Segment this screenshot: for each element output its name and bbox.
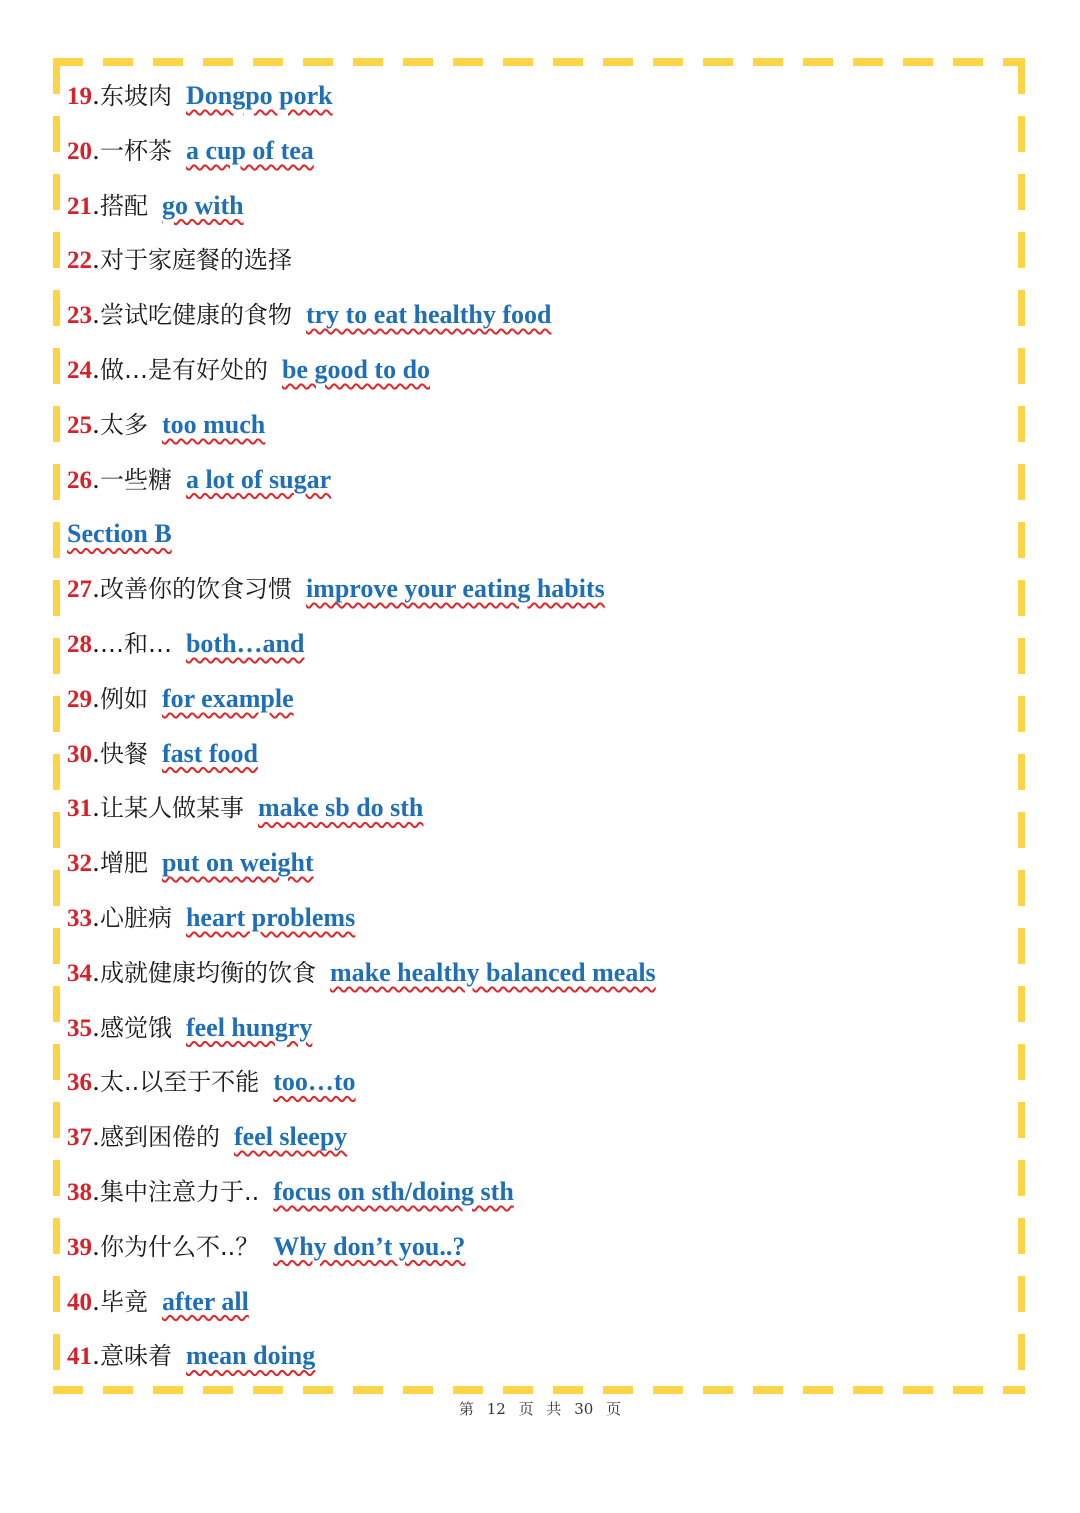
- english-phrase: both…and: [185, 628, 305, 658]
- chinese-phrase: 心脏病: [99, 903, 172, 932]
- english-phrase: too…to: [273, 1067, 356, 1097]
- vocab-item: [67, 843, 1007, 898]
- vocab-item: [67, 1227, 1007, 1282]
- chinese-phrase: 一些糖: [99, 465, 172, 494]
- section-heading-row: [67, 514, 1007, 569]
- chinese-phrase: 增肥: [99, 849, 148, 878]
- item-number-dot: .: [92, 574, 100, 604]
- item-number: 20: [67, 137, 92, 165]
- border-right: [1018, 58, 1025, 1394]
- chinese-phrase: 感到困倦的: [99, 1123, 220, 1152]
- item-number: 21: [67, 192, 92, 220]
- english-phrase: go with: [161, 190, 244, 220]
- english-phrase: mean doing: [185, 1341, 316, 1371]
- item-number: 27: [67, 576, 92, 604]
- item-number: 19: [67, 83, 92, 110]
- chinese-phrase: 对于家庭餐的选择: [99, 246, 292, 275]
- border-top: [53, 58, 1025, 66]
- item-number-dot: .: [92, 1067, 100, 1097]
- item-number: 26: [67, 466, 92, 494]
- item-number-dot: .: [92, 81, 100, 110]
- item-number: 36: [67, 1069, 92, 1097]
- item-number: 33: [67, 904, 92, 932]
- item-number-dot: .: [92, 354, 100, 384]
- footer-current-page: 12: [486, 1400, 506, 1418]
- vocab-item: [67, 1172, 1007, 1227]
- item-number-dot: .: [92, 464, 100, 494]
- item-number-dot: .: [92, 683, 100, 713]
- chinese-phrase: 成就健康均衡的饮食: [99, 958, 316, 987]
- item-number-dot: .: [92, 957, 100, 987]
- border-left: [53, 58, 60, 1394]
- item-number: 22: [67, 247, 92, 275]
- item-number-dot: .: [92, 190, 100, 220]
- english-phrase: a cup of tea: [185, 135, 314, 165]
- chinese-phrase: 一杯茶: [99, 136, 172, 165]
- item-number-dot: .: [92, 300, 100, 330]
- chinese-phrase: …和…: [99, 629, 172, 658]
- footer-total-pages: 30: [574, 1400, 594, 1418]
- item-number: 25: [67, 411, 92, 439]
- english-phrase: a lot of sugar: [185, 464, 332, 494]
- item-number-dot: .: [92, 902, 100, 932]
- english-phrase: fast food: [161, 738, 259, 768]
- vocab-item: [67, 679, 1007, 734]
- english-phrase: put on weight: [161, 848, 314, 878]
- english-phrase: feel hungry: [185, 1012, 313, 1042]
- vocab-item: [67, 624, 1007, 679]
- vocabulary-list: [67, 76, 1007, 1391]
- chinese-phrase: 毕竟: [99, 1287, 148, 1316]
- vocab-item: [67, 569, 1007, 624]
- item-number-dot: .: [92, 1012, 100, 1042]
- english-phrase: too much: [161, 409, 266, 439]
- vocab-item: [67, 1008, 1007, 1063]
- vocab-item: [67, 76, 1007, 131]
- item-number: 32: [67, 850, 92, 878]
- item-number-dot: .: [92, 245, 100, 275]
- vocab-item: [67, 1336, 1007, 1391]
- vocab-item: [67, 405, 1007, 460]
- chinese-phrase: 让某人做某事: [99, 794, 244, 823]
- vocab-item: [67, 460, 1007, 515]
- footer-prefix: 第: [458, 1400, 474, 1418]
- item-number: 40: [67, 1288, 92, 1316]
- page-footer: [0, 1398, 1080, 1419]
- chinese-phrase: 集中注意力于..: [99, 1177, 260, 1206]
- chinese-phrase: 感觉饿: [99, 1013, 172, 1042]
- item-number-dot: .: [92, 1286, 100, 1316]
- item-number: 23: [67, 302, 92, 330]
- chinese-phrase: 东坡肉: [99, 82, 172, 110]
- vocab-item: [67, 1062, 1007, 1117]
- english-phrase: improve your eating habits: [305, 574, 605, 604]
- item-number-dot: .: [92, 135, 100, 165]
- item-number-dot: .: [92, 738, 100, 768]
- english-phrase: make sb do sth: [257, 793, 424, 823]
- vocab-item: [67, 186, 1007, 241]
- chinese-phrase: 搭配: [99, 191, 148, 220]
- chinese-phrase: 你为什么不..？: [99, 1232, 260, 1261]
- item-number-dot: .: [92, 848, 100, 878]
- item-number: 31: [67, 795, 92, 823]
- item-number-dot: .: [92, 628, 100, 658]
- chinese-phrase: 尝试吃健康的食物: [99, 301, 292, 330]
- item-number: 38: [67, 1178, 92, 1206]
- english-phrase: Dongpo pork: [185, 81, 333, 110]
- vocab-item: [67, 898, 1007, 953]
- item-number: 35: [67, 1014, 92, 1042]
- vocab-item: [67, 1117, 1007, 1172]
- english-phrase: Why don’t you..?: [273, 1231, 466, 1261]
- footer-suffix: 页: [606, 1400, 622, 1418]
- chinese-phrase: 做…是有好处的: [99, 355, 268, 384]
- chinese-phrase: 意味着: [99, 1342, 172, 1371]
- vocab-item: [67, 131, 1007, 186]
- item-number: 28: [67, 630, 92, 658]
- vocab-item: [67, 1282, 1007, 1337]
- item-number-dot: .: [92, 1122, 100, 1152]
- vocab-item: [67, 240, 1007, 295]
- footer-total-word: 共: [546, 1400, 562, 1418]
- vocab-item: [67, 953, 1007, 1008]
- vocab-item: [67, 788, 1007, 843]
- item-number-dot: .: [92, 1341, 100, 1371]
- item-number: 30: [67, 740, 92, 768]
- english-phrase: try to eat healthy food: [305, 300, 552, 330]
- section-heading: Section B: [67, 519, 172, 549]
- item-number: 34: [67, 959, 92, 987]
- english-phrase: feel sleepy: [233, 1122, 348, 1152]
- footer-page-word: 页: [518, 1400, 534, 1418]
- item-number: 24: [67, 356, 92, 384]
- vocab-item: [67, 350, 1007, 405]
- item-number: 39: [67, 1233, 92, 1261]
- chinese-phrase: 快餐: [99, 739, 148, 768]
- item-number-dot: .: [92, 409, 100, 439]
- item-number-dot: .: [92, 1176, 100, 1206]
- chinese-phrase: 太多: [99, 410, 148, 439]
- chinese-phrase: 改善你的饮食习惯: [99, 575, 292, 604]
- item-number-dot: .: [92, 1231, 100, 1261]
- english-phrase: make healthy balanced meals: [329, 957, 656, 987]
- item-number: 29: [67, 685, 92, 713]
- chinese-phrase: 例如: [99, 684, 148, 713]
- chinese-phrase: 太..以至于不能: [99, 1068, 260, 1097]
- english-phrase: be good to do: [281, 354, 431, 384]
- english-phrase: for example: [161, 683, 294, 713]
- vocab-item: [67, 295, 1007, 350]
- english-phrase: after all: [161, 1286, 249, 1316]
- item-number: 41: [67, 1343, 92, 1371]
- item-number-dot: .: [92, 793, 100, 823]
- item-number: 37: [67, 1124, 92, 1152]
- english-phrase: focus on sth/doing sth: [273, 1176, 514, 1206]
- vocab-item: [67, 734, 1007, 789]
- english-phrase: heart problems: [185, 902, 356, 932]
